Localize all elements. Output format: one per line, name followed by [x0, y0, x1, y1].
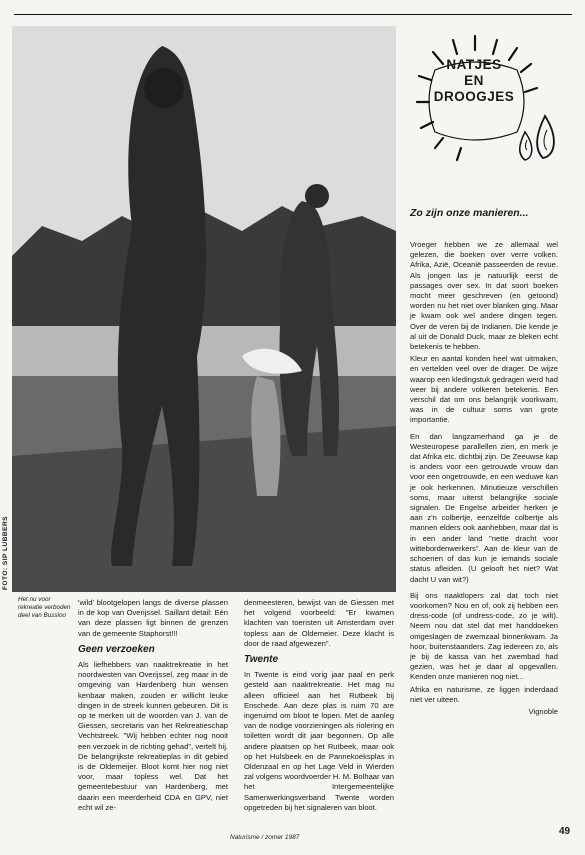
natjes-droogjes-logo — [413, 32, 565, 182]
photo-credit-text: FOTO: SIP LUBBERS — [2, 516, 9, 590]
col1-intro: 'wild' blootgelopen langs de diverse plassen in de kop van Overijssel. Saillant detail: Eén van deze plassen ligt binnen de grenzen van de gemeente Staphorst!!! — [78, 598, 228, 638]
col3-p1: Vroeger hebben we ze allemaal wel gelezen, die boeken over verre volken. Afrika, Azië, Oceanië passeerden de revue. Als jongen las je natuurlijk eerst de passages over sex. In dat soort boeken mocht meer geschreven (en getoond) worden nu het niet over blanken ging. Maar je kwam ook wel andere dingen tegen. Over de veren bij de Indianen. Die kende je al uit de Donald Duck, maar ze bleken echt betekenis te hebben. — [410, 240, 558, 352]
col2-intro: denmeesteren, bewijst van de Giessen met het volgend voorbeeld: "Er kwamen klachten van toeristen uit Amsterdam over topless aan de Oldemeier. Deze klacht is door de raad afgewezen". — [244, 598, 394, 648]
column-2 — [244, 598, 394, 815]
footer-text: Naturisme / zomer 1987 — [230, 834, 300, 841]
column-3 — [410, 240, 558, 719]
logo-line-2: EN — [464, 73, 484, 88]
article-headline: Zo zijn onze manieren... — [410, 207, 529, 219]
photo-caption: Het nu voor rekreatie verboden deel van Bussloo — [18, 596, 71, 619]
page-number: 49 — [559, 826, 571, 837]
lake-photo — [12, 26, 396, 592]
author-signature: Vignoble — [528, 706, 558, 716]
col3-p4: Bij ons naaktlopers zal dat toch niet voorkomen? Nou en of, ook zij hebben een dress-code (of undress-code, zo je wilt). Neem nou dat stel dat met handdoeken omgeslagen de zwemzaal binnenkwam. Ja hoor, buitenstaanders. Zag iedereen zo, als je bij de kassa van het zwembad had gezien, was het je daar al opgevallen. Kenden onze manieren nog niet... — [410, 590, 558, 682]
logo-text — [432, 57, 516, 105]
col3-p5: Afrika en naturisme, ze liggen inderdaad niet ver uiteen. — [410, 684, 558, 704]
col1-heading: Geen verzoeken — [78, 643, 155, 655]
top-rule — [14, 14, 572, 15]
col3-p2: Kleur en aantal konden heel wat uitmaken, en vertelden veel over de drager. De wijze waarop een kledingstuk gedragen werd had weer bij andere volkeren betekenis. Een verschil dat om ons belangrijk voorkwam, was in de cultuur soms van grote importantie. — [410, 354, 558, 425]
col2-heading: Twente — [244, 654, 279, 666]
photo-credit — [2, 472, 14, 592]
col2-body: In Twente is eind vorig jaar paal en perk gesteld aan naaktrekreatie. Het mag nu alleen officieel aan het Rutbeek bij Enschede. Aan deze plas is ruim 70 are ingeruimd om bloot te lopen. Met de aanleg van de nodige voorzieningen als riolering en toiletten wordt dit jaar begonnen. Op alle andere plaatsen op het Rutbeek, maar ook op het Hulsbeek en de Pannekoeksplas in Oldenzaal en op het Lage Veld in Wierden zal volgens woordvoerder H. M. Bolhaar van het Intergemeentelijke Samenwerkingsverband Twente worden opgetreden bij het signaleren van bloot. — [244, 670, 394, 812]
logo-line-3: DROOGJES — [433, 89, 515, 104]
logo-line-1: NATJES — [446, 57, 502, 72]
col3-p3: En dan langzamerhand ga je de Westeuropese parallellen zien, en merk je dat Afrika etc. dichtbij zijn. De Zeeuwse kap is anders voor een getrouwde vrouw dan voor een ongetrouwde, en een weduwe kan je ook herkennen. Minutieuze verschillen soms, maar uiterst belangrijke sociale signalen. De Engelse arbeider herken je aan z'n colbertje, eenzelfde colbertje als mannen elders ook aanhebben, maar dat is in een ander land "nette dracht voor wittebordenwerkers". Aan de kleur van de schoenen of das kun je iemands sociale status afleiden. (U gelooft het niet? Wat dacht U van wit?) — [410, 431, 558, 584]
col1-body: Als liefhebbers van naaktrekreatie in het noordwesten van Overijssel, zeg maar in de omgeving van Hardenberg hun wensen kenbaar maken, zouden er willicht leuke dingen in de streek kunnen gebeuren. Dit is op te merken uit de woorden van J. van de Giessen, secretaris van het Rekreatieschap Vechtstreek. "Wij hebben echter nog nooit een verzoek in de richting gehad", vertelt hij. De belangrijkste rekreatieplas in dit gebied is de Oldemeijer. Bloot komt hier nog niet voor, maar topless wel. Dat het gemeentebestuur van Hardenberg, met daarin een meerderheid CDA en GPV, niet echt wil ze- — [78, 660, 228, 812]
column-1 — [78, 598, 228, 815]
